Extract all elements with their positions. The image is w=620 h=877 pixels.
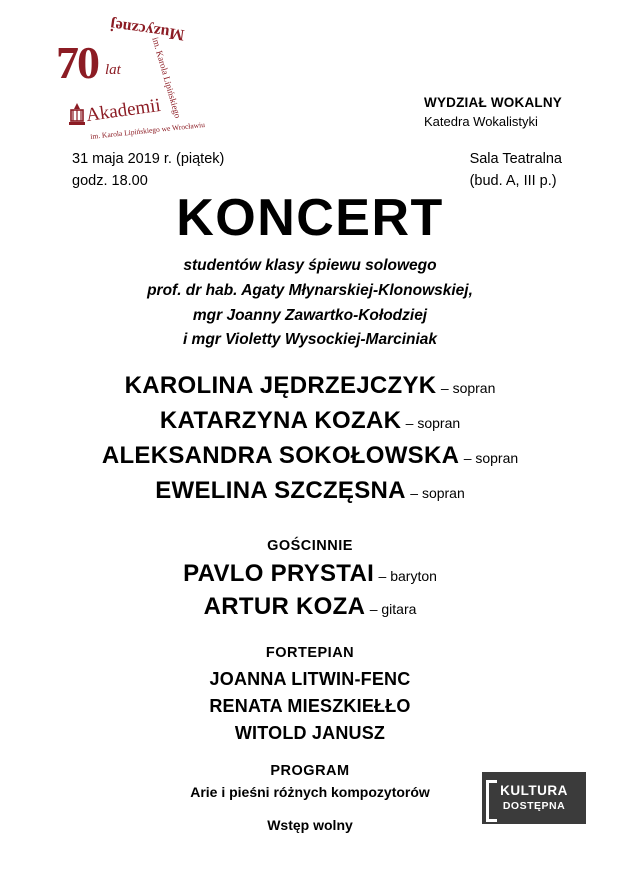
- faculty-name: WYDZIAŁ WOKALNY: [424, 95, 562, 110]
- guest-voice: – baryton: [378, 568, 437, 584]
- logo-academy-name: Akademii: [84, 94, 162, 127]
- logo-academy-subtitle: im. Karola Lipińskiego we Wrocławiu: [89, 120, 206, 141]
- entry-info: Wstęp wolny: [267, 817, 353, 833]
- performer-item: [0, 477, 620, 505]
- guest-voice: – gitara: [369, 601, 417, 617]
- performer-item: [0, 407, 620, 435]
- event-time: godz. 18.00: [72, 173, 148, 190]
- subtitle-line: i mgr Violetty Wysockiej-Marciniak: [182, 331, 438, 349]
- venue-name: Sala Teatralna: [469, 151, 562, 167]
- performer-voice: – sopran: [440, 380, 496, 396]
- logo-lat-label: lat: [105, 62, 121, 78]
- subtitle-line: mgr Joanny Zawartko-Kołodziej: [192, 306, 428, 324]
- guest-name: PAVLO PRYSTAI: [183, 560, 375, 587]
- piano-heading: FORTEPIAN: [265, 645, 355, 661]
- performer-name: KAROLINA JĘDRZEJCZYK: [124, 372, 437, 399]
- sponsor-line-2: DOSTĘPNA: [502, 799, 566, 812]
- performer-name: ALEKSANDRA SOKOŁOWSKA: [101, 442, 460, 469]
- guest-name: ARTUR KOZA: [203, 593, 366, 620]
- performer-voice: – sopran: [405, 415, 461, 431]
- event-date: 31 maja 2019 r. (piątek): [72, 151, 225, 167]
- logo-arc-right-text: im. Karola Lipińskiego: [150, 36, 184, 120]
- performer-item: [0, 372, 620, 400]
- subtitle-block: [0, 254, 620, 353]
- subtitle-line: studentów klasy śpiewu solowego: [183, 257, 437, 274]
- guest-item: [0, 593, 620, 621]
- performer-name: EWELINA SZCZĘSNA: [155, 477, 406, 504]
- performer-voice: – sopran: [463, 450, 519, 466]
- performer-item: [0, 442, 620, 470]
- guests-heading: GOŚCINNIE: [267, 538, 353, 554]
- sponsor-line-1: KULTURA: [500, 783, 568, 798]
- pianist-name: WITOLD JANUSZ: [234, 723, 386, 743]
- performer-voice: – sopran: [410, 485, 465, 501]
- event-datetime: [72, 148, 224, 193]
- program-heading: PROGRAM: [270, 763, 350, 779]
- department-block: [424, 93, 562, 131]
- venue-detail: (bud. A, III p.): [469, 173, 557, 190]
- event-venue: [470, 148, 562, 193]
- program-description: Arie i pieśni różnych kompozytorów: [190, 784, 430, 800]
- piano-list: [0, 666, 620, 747]
- bracket-icon: [486, 780, 497, 822]
- kultura-dostepna-logo: [482, 772, 586, 824]
- pianist-name: JOANNA LITWIN-FENC: [209, 669, 411, 689]
- page-title: KONCERT: [176, 189, 444, 247]
- performers-list: [0, 372, 620, 512]
- academy-logo: [48, 14, 208, 139]
- subtitle-line: prof. dr hab. Agaty Młynarskiej-Klonowskiej,: [147, 281, 473, 299]
- guests-list: [0, 560, 620, 626]
- event-meta-row: [72, 148, 562, 193]
- performer-name: KATARZYNA KOZAK: [159, 407, 402, 434]
- logo-arc-top-text: Muzycznej: [109, 15, 186, 44]
- guest-item: [0, 560, 620, 588]
- logo-anniversary-number: 70: [56, 37, 98, 88]
- chair-name: Katedra Wokalistyki: [424, 113, 538, 129]
- pianist-name: RENATA MIESZKIEŁŁO: [209, 696, 411, 716]
